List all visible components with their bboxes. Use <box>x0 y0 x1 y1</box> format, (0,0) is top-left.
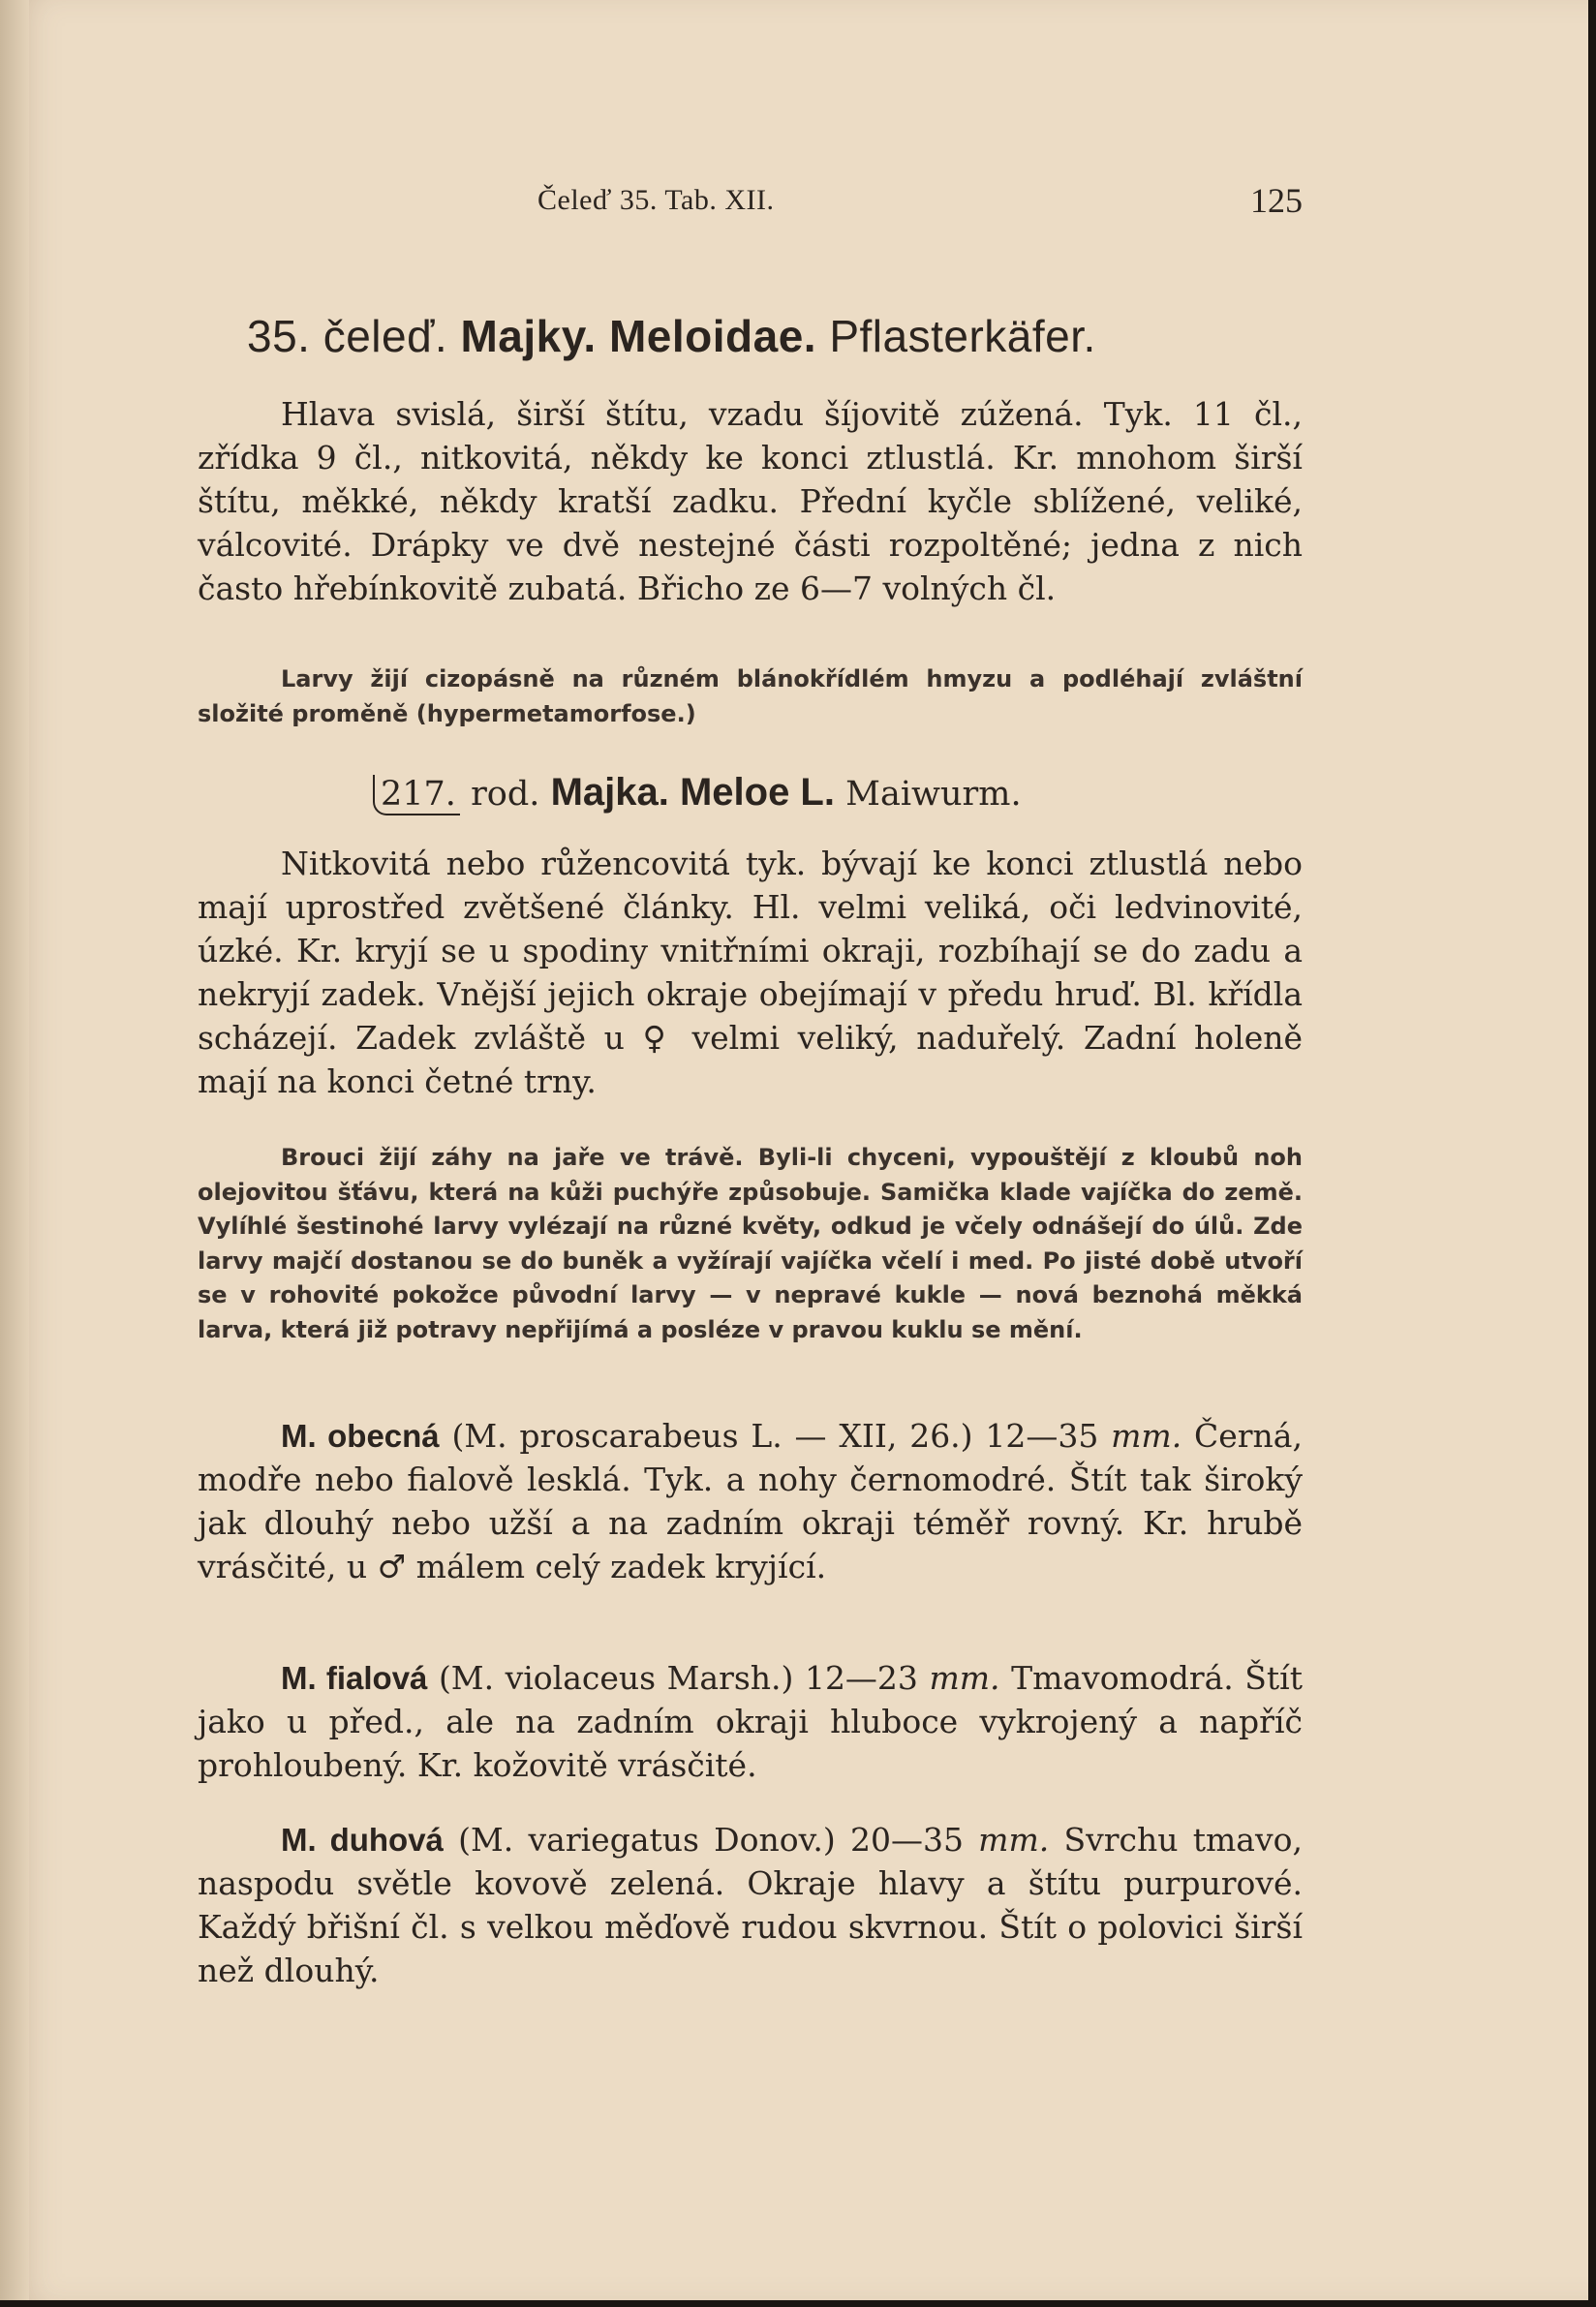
genus-german-name: Maiwurm. <box>845 775 1022 814</box>
genus-heading <box>373 771 1244 815</box>
genus-note: Brouci žijí záhy na jaře ve trávě. Byli-li chyceni, vypouštějí z kloubů noh olejovitou šťávu, která na kůži puchýře způsobuje. Samička klade vajíčka do země. Vylíhlé šestinohé larvy vylézají na různé květy, odkud je včely odnášejí do úlů. Zde larvy majčí dostanou se do buněk a vyžírají vajíčka včelí i med. Po jisté době utvoří se v rohovité pokožce původní larvy — v nepravé kukle — nová beznohá měkká larva, která již potravy nepřijímá a posléze v pravou kuklu se mění. <box>198 1144 1303 1343</box>
family-description: Hlava svislá, širší štítu, vzadu šíjovitě zúžená. Tyk. 11 čl., zřídka 9 čl., nitkovitá, někdy ke konci ztlustlá. Kr. mnohom širší štítu, měkké, někdy kratší zadku. Přední kyčle sblížené, veliké, válcovité. Drápky ve dvě nestejné části rozpoltěné; jedna z nich často hřebínkovitě zubatá. Břicho ze 6—7 volných čl. <box>198 395 1303 607</box>
running-title: Čeleď 35. Tab. XII. <box>537 184 775 216</box>
species-name: M. duhová <box>281 1822 444 1858</box>
species-entry <box>198 1414 1303 1588</box>
species-entry <box>198 1656 1303 1787</box>
family-heading <box>247 310 1312 362</box>
family-note: Larvy žijí cizopásně na různém blánokřídlém hmyzu a podléhají zvláštní složité proměně (hypermetamorfose.) <box>198 665 1303 727</box>
page-gutter-shadow <box>0 0 29 2300</box>
family-heading-prefix: 35. čeleď. <box>247 311 448 361</box>
species-entry <box>198 1818 1303 1992</box>
genus-name: Majka. Meloe L. <box>550 771 835 814</box>
genus-rod-label: rod. <box>471 775 540 814</box>
species-description: Svrchu tmavo, naspodu světle kovově zelená. Okraje hlavy a štítu purpurové. Každý břišní čl. s velkou měďově rudou skvrnou. Štít o polovici širší než dlouhý. <box>198 1821 1303 1989</box>
species-unit: mm. <box>929 1659 1000 1697</box>
family-heading-name: Majky. Meloidae. <box>460 311 817 361</box>
species-description: Černá, modře nebo fialově lesklá. Tyk. a nohy černomodré. Štít tak široký jak dlouhý nebo užší a na zadním okraji téměř rovný. Kr. hrubě vrásčité, u ♂ málem celý zadek kryjící. <box>198 1417 1303 1585</box>
page-number: 125 <box>1250 181 1303 220</box>
species-synonym: (M. violaceus Marsh.) 12—23 <box>438 1659 918 1697</box>
species-unit: mm. <box>1111 1417 1182 1455</box>
genus-number: 217. <box>373 775 460 815</box>
species-name: M. fialová <box>281 1660 428 1696</box>
species-description: Tmavomodrá. Štít jako u před., ale na zadním okraji hluboce vykrojený a napříč prohloubený. Kr. kožovitě vrásčité. <box>198 1659 1303 1784</box>
species-unit: mm. <box>978 1821 1050 1859</box>
genus-description: Nitkovitá nebo růžencovitá tyk. bývají ke konci ztlustlá nebo mají uprostřed zvětšené články. Hl. velmi veliká, oči ledvinovité, úzké. Kr. kryjí se u spodiny vnitřními okraji, rozbíhají se do zadu a nekryjí zadek. Vnější jejich okraje obejímají v předu hruď. Bl. křídla scházejí. Zadek zvláště u ♀ velmi veliký, naduřelý. Zadní holeně mají na konci četné trny. <box>198 845 1303 1100</box>
family-heading-german: Pflasterkäfer. <box>829 311 1096 361</box>
running-head <box>194 181 1303 232</box>
species-name: M. obecná <box>281 1418 440 1454</box>
species-synonym: (M. proscarabeus L. — XII, 26.) 12—35 <box>451 1417 1099 1455</box>
species-synonym: (M. variegatus Donov.) 20—35 <box>458 1821 964 1859</box>
